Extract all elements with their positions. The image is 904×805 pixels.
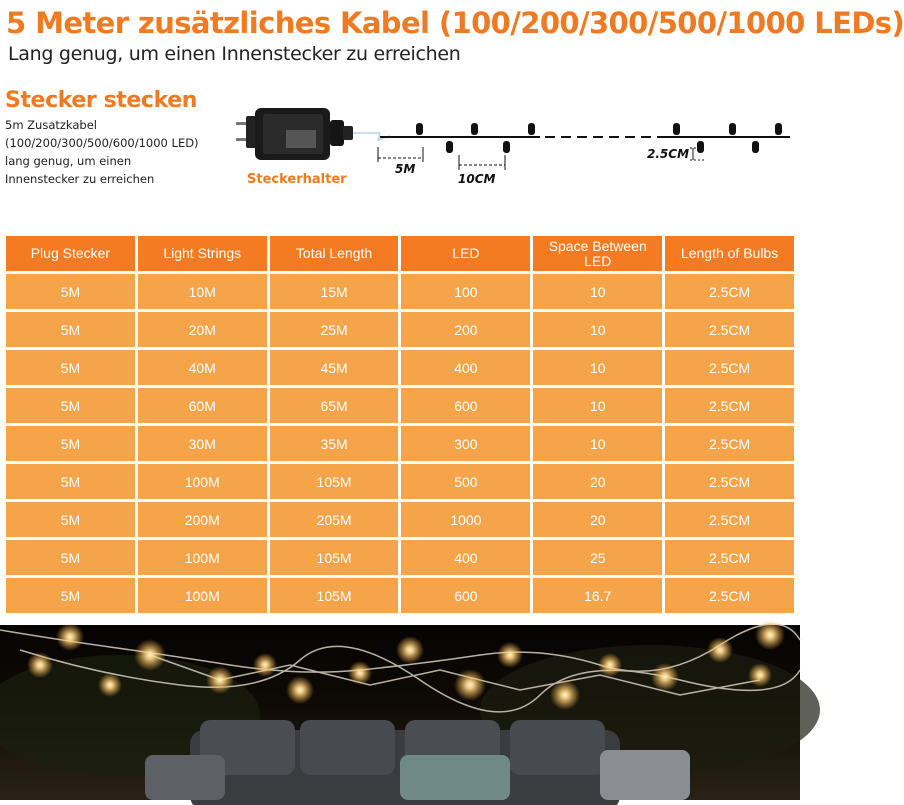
plug-section-title: Stecker stecken	[5, 88, 197, 113]
table-cell: 40M	[138, 350, 267, 385]
table-row	[6, 350, 794, 385]
table-cell: 65M	[270, 388, 399, 423]
table-cell: 5M	[6, 388, 135, 423]
table-cell: 2.5CM	[665, 350, 794, 385]
table-cell: 5M	[6, 426, 135, 461]
table-cell: 100	[401, 274, 530, 309]
column-header: LED	[401, 236, 530, 271]
table-cell: 2.5CM	[665, 312, 794, 347]
table-cell: 5M	[6, 464, 135, 499]
column-header: Length of Bulbs	[665, 236, 794, 271]
table-cell: 35M	[270, 426, 399, 461]
table-cell: 400	[401, 350, 530, 385]
table-cell: 10	[533, 350, 662, 385]
plug-note-line: lang genug, um einen	[5, 154, 132, 168]
plug-note-line: Innenstecker zu erreichen	[5, 172, 155, 186]
table-cell: 20	[533, 464, 662, 499]
table-cell: 200	[401, 312, 530, 347]
table-cell: 100M	[138, 464, 267, 499]
table-row	[6, 312, 794, 347]
dimension-label-2-5cm: 2.5CM	[647, 147, 690, 161]
table-cell: 105M	[270, 578, 399, 613]
table-row	[6, 426, 794, 461]
column-header: Space Between LED	[533, 236, 662, 271]
table-cell: 1000	[401, 502, 530, 537]
table-cell: 600	[401, 578, 530, 613]
table-cell: 25	[533, 540, 662, 575]
table-cell: 2.5CM	[665, 426, 794, 461]
table-row	[6, 578, 794, 613]
table-cell: 105M	[270, 464, 399, 499]
table-cell: 205M	[270, 502, 399, 537]
table-cell: 600	[401, 388, 530, 423]
table-cell: 200M	[138, 502, 267, 537]
table-cell: 5M	[6, 312, 135, 347]
table-cell: 2.5CM	[665, 274, 794, 309]
table-cell: 10M	[138, 274, 267, 309]
table-cell: 2.5CM	[665, 578, 794, 613]
decor-photo	[0, 625, 800, 800]
table-cell: 500	[401, 464, 530, 499]
table-cell: 10	[533, 426, 662, 461]
table-cell: 100M	[138, 578, 267, 613]
column-header: Light Strings	[138, 236, 267, 271]
table-row	[6, 540, 794, 575]
table-cell: 2.5CM	[665, 502, 794, 537]
table-cell: 16.7	[533, 578, 662, 613]
table-cell: 5M	[6, 274, 135, 309]
table-row	[6, 274, 794, 309]
table-cell: 5M	[6, 502, 135, 537]
table-cell: 2.5CM	[665, 388, 794, 423]
table-cell: 5M	[6, 540, 135, 575]
dimension-label-5m: 5M	[395, 162, 416, 176]
plug-note-line: (100/200/300/500/600/1000 LED)	[5, 136, 199, 150]
table-cell: 10	[533, 312, 662, 347]
table-header-row	[6, 236, 794, 271]
table-cell: 105M	[270, 540, 399, 575]
page-subtitle: Lang genug, um einen Innenstecker zu erreichen	[8, 43, 461, 65]
table-cell: 15M	[270, 274, 399, 309]
table-cell: 2.5CM	[665, 464, 794, 499]
table-row	[6, 502, 794, 537]
dimension-label-10cm: 10CM	[458, 172, 496, 186]
plug-holder-label: Steckerhalter	[247, 172, 347, 187]
table-cell: 20	[533, 502, 662, 537]
table-cell: 25M	[270, 312, 399, 347]
table-cell: 45M	[270, 350, 399, 385]
plug-adapter-icon	[236, 108, 353, 160]
table-cell: 5M	[6, 350, 135, 385]
table-cell: 5M	[6, 578, 135, 613]
table-cell: 100M	[138, 540, 267, 575]
page-title: 5 Meter zusätzliches Kabel (100/200/300/500/1000 LEDs)	[6, 6, 904, 40]
table-cell: 400	[401, 540, 530, 575]
table-cell: 30M	[138, 426, 267, 461]
table-cell: 60M	[138, 388, 267, 423]
table-cell: 10	[533, 274, 662, 309]
column-header: Total Length	[270, 236, 399, 271]
bulb-icon	[446, 141, 759, 153]
bulb-icon	[416, 123, 782, 135]
table-cell: 20M	[138, 312, 267, 347]
spec-table	[3, 233, 797, 616]
table-cell: 2.5CM	[665, 540, 794, 575]
table-row	[6, 388, 794, 423]
plug-note-line: 5m Zusatzkabel	[5, 118, 97, 132]
table-cell: 10	[533, 388, 662, 423]
table-cell: 300	[401, 426, 530, 461]
column-header: Plug Stecker	[6, 236, 135, 271]
string-lights-photo	[0, 625, 800, 800]
table-row	[6, 464, 794, 499]
